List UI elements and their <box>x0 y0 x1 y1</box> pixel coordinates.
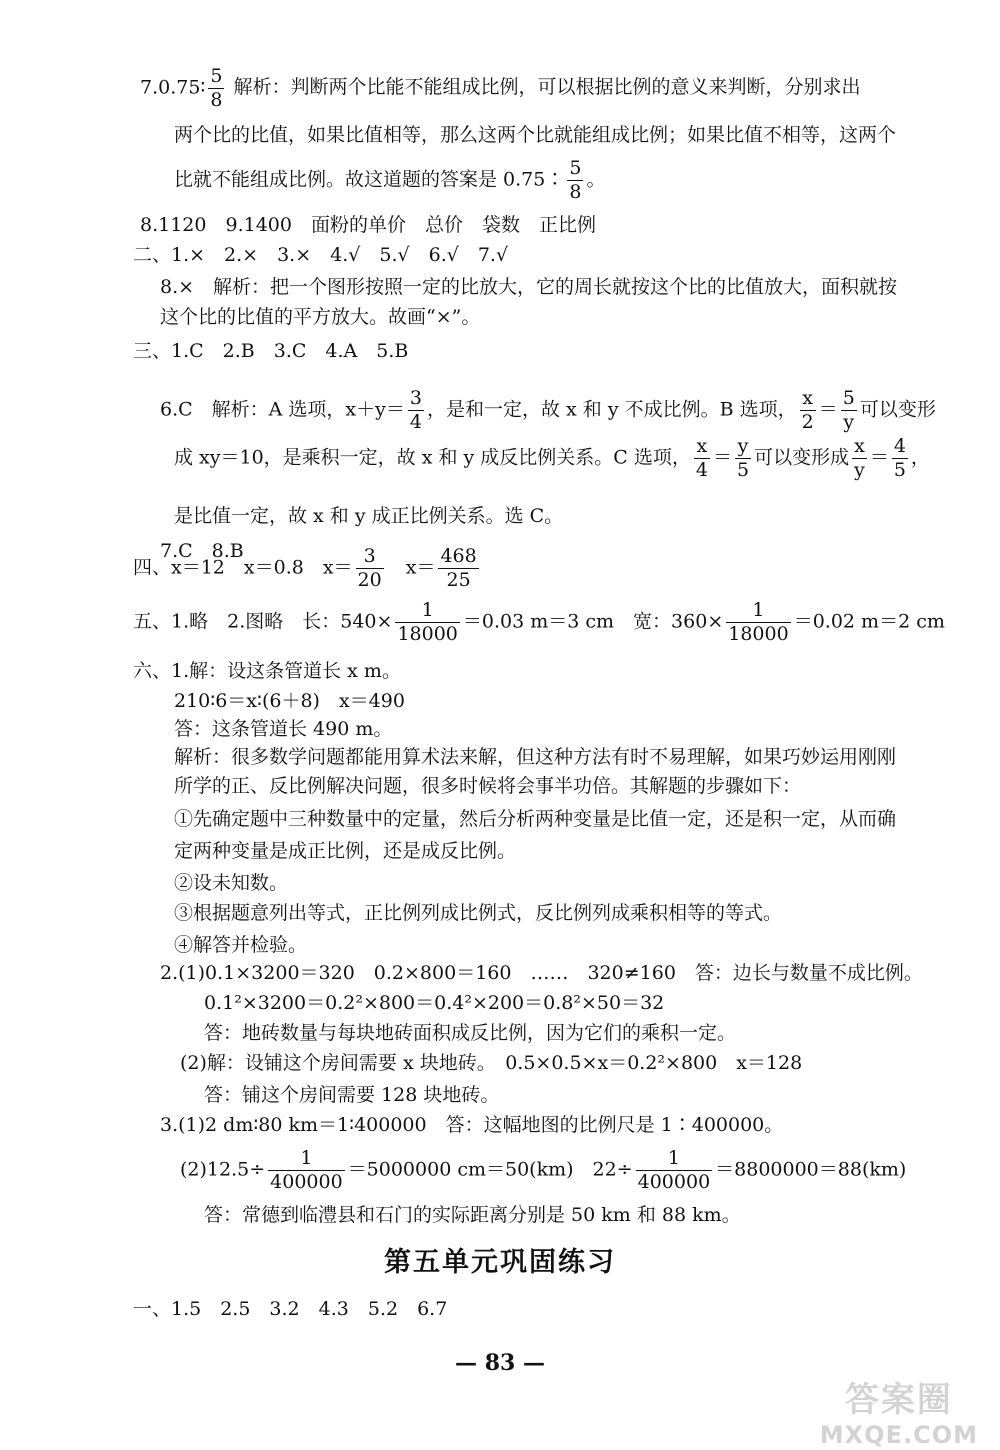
section-6-q1: 六、1.解：设这条管道长 x m。 <box>133 660 401 682</box>
section-title: 第五单元巩固练习 <box>384 1247 616 1278</box>
step-3: ③根据题意列出等式，正比例列成比例式，反比例列成乘积相等的等式。 <box>174 902 783 924</box>
fraction: $\frac{1}{18000}$ <box>397 599 458 645</box>
text-line: 定两种变量是成正比例，还是成反比例。 <box>174 840 517 862</box>
fraction: $\frac{3}{4}$ <box>409 387 422 433</box>
fraction: $\frac{1}{400000}$ <box>637 1147 711 1193</box>
section-6-q2: 2.(1)0.1×3200＝320 0.2×800＝160 …… 320≠160 答：边长与数量不成比例。 <box>160 962 923 984</box>
fraction: $\frac{1}{400000}$ <box>270 1147 343 1193</box>
section-3-answers: 三、1.C 2.B 3.C 4.A 5.B <box>133 340 409 362</box>
fraction: $\frac{x}{y}$ <box>854 435 865 481</box>
step-4: ④解答并检验。 <box>174 934 308 956</box>
fraction: $\frac{5}{8}$ <box>569 157 582 203</box>
answer-text: 答：地砖数量与每块地砖面积成反比例，因为它们的乘积一定。 <box>204 1022 737 1044</box>
answer-line-7: 7.0.75∶ $\frac{5}{8}$ 解析：判断两个比能不能组成比例，可以根据比例的意义来判断，分别求出 <box>140 65 861 111</box>
fraction: $\frac{5}{y}$ <box>842 387 855 433</box>
step-2: ②设未知数。 <box>174 872 289 894</box>
section-5-answers: 五、1.略 2.图略 长：540× $\frac{1}{18000}$ ＝0.03 m＝3 cm 宽：360× $\frac{1}{18000}$ ＝0.02 m＝2 cm <box>133 599 945 645</box>
page-number: — 83 — <box>455 1350 545 1376</box>
fraction: $\frac{4}{5}$ <box>893 435 906 481</box>
fraction: $\frac{1}{18000}$ <box>728 599 789 645</box>
text-line: (2)12.5÷ $\frac{1}{400000}$ ＝5000000 cm＝50(km) 22÷ $\frac{1}{400000}$ ＝8800000＝88(km) <box>180 1147 907 1193</box>
fraction: $\frac{y}{5}$ <box>736 435 750 481</box>
text-line: 解析：很多数学问题都能用算术法来解，但这种方法有时不易理解，如果巧妙运用刚刚 <box>174 746 897 768</box>
section-6-q3: 3.(1)2 dm∶80 km＝1∶400000 答：这幅地图的比例尺是 1∶400000。 <box>160 1114 784 1136</box>
text-line: 两个比的比值，如果比值相等，那么这两个比就能组成比例；如果比值不相等，这两个 <box>174 124 897 146</box>
answer-line-7-8: 7.C 8.B <box>160 540 244 562</box>
text-line: 是比值一定，故 x 和 y 成正比例关系。选 C。 <box>174 505 564 527</box>
unit5-answers: 一、1.5 2.5 3.2 4.3 5.2 6.7 <box>133 1298 448 1320</box>
answer-text: 答：常德到临澧县和石门的实际距离分别是 50 km 和 88 km。 <box>204 1204 741 1226</box>
fraction: $\frac{x}{2}$ <box>801 387 814 433</box>
text-line: 比就不能组成比例。故这道题的答案是 0.75∶ $\frac{5}{8}$ 。 <box>174 157 606 203</box>
section-4-answers: 四、x＝12 x＝0.8 x＝ $\frac{3}{20}$ x＝ $\frac{468}{25}$ <box>133 545 477 591</box>
answer-line-6c: 6.C 解析：A 选项，x＋y＝ $\frac{3}{4}$ ，是和一定，故 x 和 y 不成比例。B 选项， $\frac{x}{2}$ ＝ $\frac{5}{y}$ 可以变形 <box>160 387 936 433</box>
answer-text: 答：铺这个房间需要 128 块地砖。 <box>204 1084 500 1106</box>
fraction: $\frac{x}{4}$ <box>695 435 708 481</box>
fraction: $\frac{3}{20}$ <box>357 545 382 591</box>
answer-text: 答：这条管道长 490 m。 <box>174 718 393 740</box>
equation-line: 210∶6＝x∶(6＋8) x＝490 <box>174 690 405 712</box>
section-2-answers: 二、1.× 2.× 3.× 4.√ 5.√ 6.√ 7.√ <box>133 244 509 266</box>
equation-line: 0.1²×3200＝0.2²×800＝0.4²×200＝0.8²×50＝32 <box>204 992 665 1014</box>
text-line: (2)解：设铺这个房间需要 x 块地砖。 0.5×0.5×x＝0.2²×800 x＝128 <box>180 1052 803 1074</box>
text-line: 这个比的比值的平方放大。故画“×”。 <box>160 306 481 328</box>
text-line: 所学的正、反比例解决问题，很多时候将会事半功倍。其解题的步骤如下： <box>174 775 802 797</box>
step-1: ①先确定题中三种数量中的定量，然后分析两种变量是比值一定，还是积一定，从而确 <box>174 808 897 830</box>
text-line: 成 xy＝10，是乘积一定，故 x 和 y 成反比例关系。C 选项， $\frac{x}{4}$ ＝ $\frac{y}{5}$ 可以变形成 $\frac{x}{y}$ ＝ $\frac{4}{5}$ ， <box>174 435 930 481</box>
fraction: $\frac{468}{25}$ <box>440 545 477 591</box>
watermark-logo: 答案圈 MXQE.COM <box>819 1380 978 1449</box>
text-line: 8.× 解析：把一个图形按照一定的比放大，它的周长就按这个比的比值放大，面积就按 <box>160 276 898 298</box>
answer-line-8-9: 8.1120 9.1400 面粉的单价 总价 袋数 正比例 <box>140 214 596 236</box>
fraction: $\frac{5}{8}$ <box>210 65 223 111</box>
